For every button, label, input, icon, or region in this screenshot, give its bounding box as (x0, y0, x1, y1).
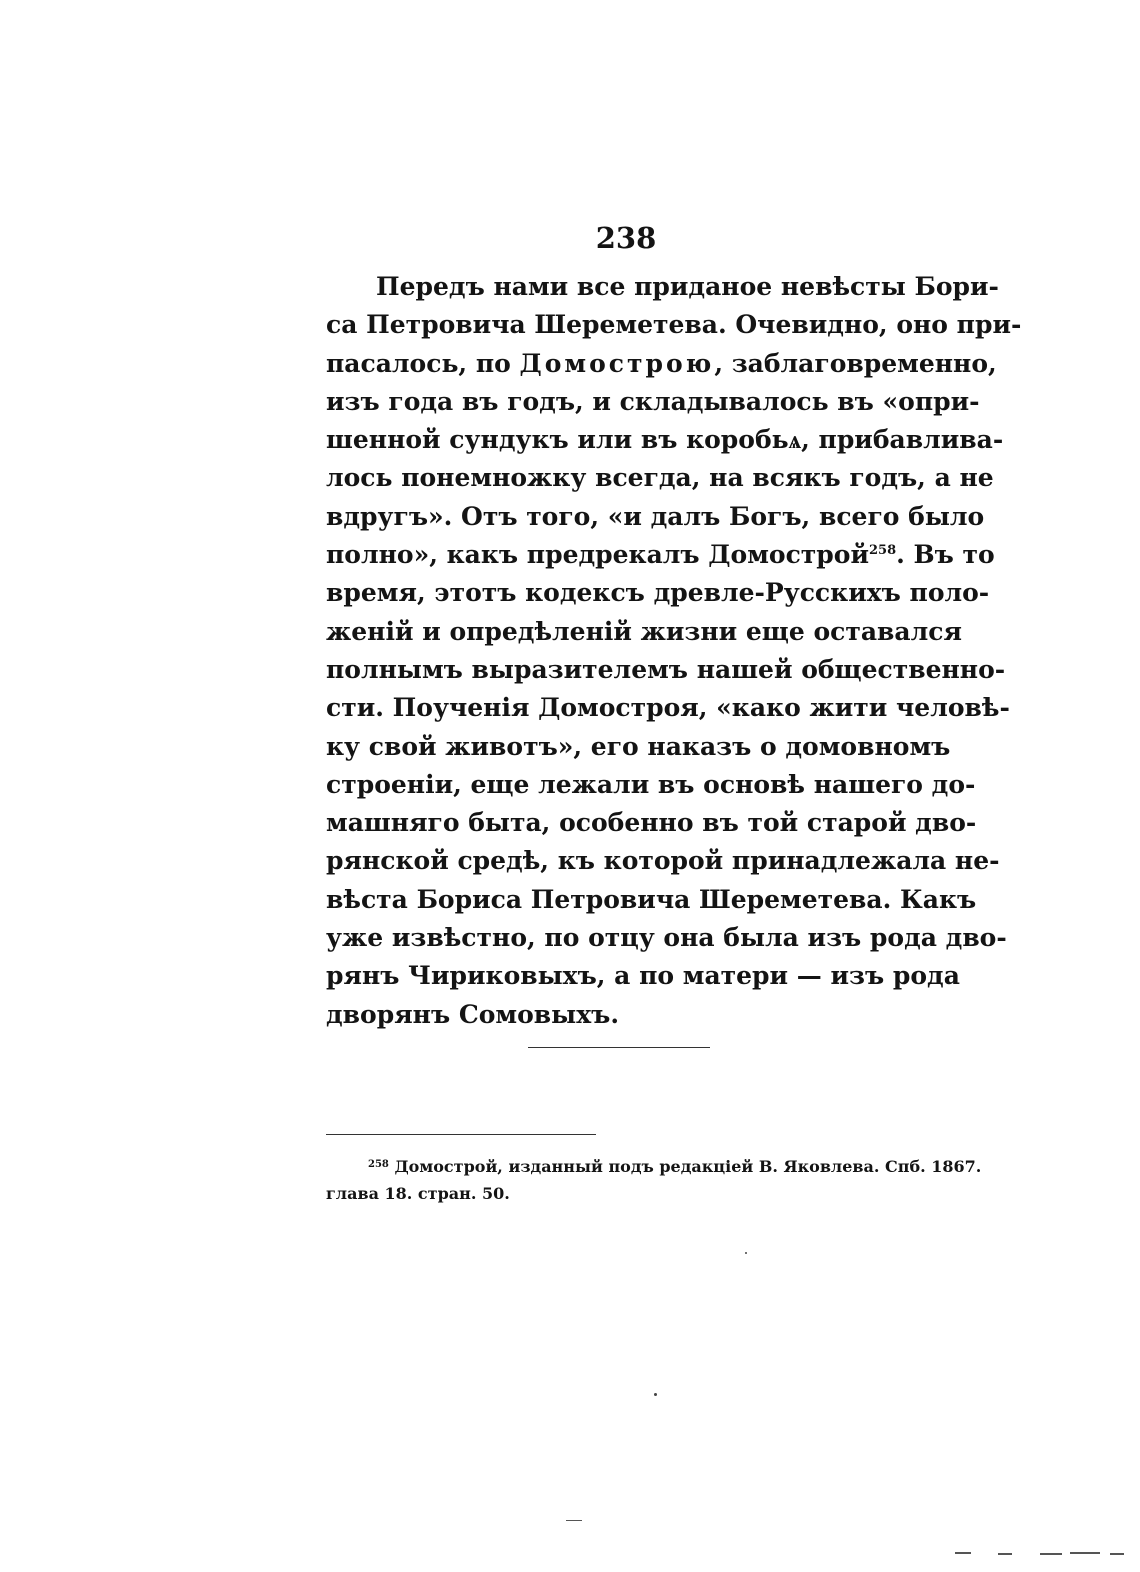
scan-edge-mark (955, 1552, 971, 1554)
body-line-12: сти. Поученія Домостроя, «како жити человѣ- (326, 693, 1010, 723)
body-line-15: машняго быта, особенно въ той старой дво- (326, 808, 977, 838)
body-line-20: дворянъ Сомовыхъ. (326, 999, 620, 1029)
body-line-2: са Петровича Шереметева. Очевидно, оно при- (326, 310, 1022, 340)
body-line-13: ку свой животъ», его наказъ о домовномъ (326, 731, 951, 761)
body-line-7: вдругъ». Отъ того, «и далъ Богъ, всего было (326, 501, 985, 531)
body-line-16: рянской средѣ, къ которой принадлежала не- (326, 846, 1000, 876)
footnote-reference: 258 (869, 543, 897, 559)
scan-edge-mark (1070, 1552, 1100, 1554)
body-line-19: рянъ Чириковыхъ, а по матери — изъ рода (326, 961, 960, 991)
body-line-17: вѣста Бориса Петровича Шереметева. Какъ (326, 884, 977, 914)
section-separator-rule (528, 1047, 710, 1048)
body-line-18: уже извѣстно, по отцу она была изъ рода дво- (326, 923, 1007, 953)
scan-edge-mark (1110, 1553, 1124, 1555)
body-line-8-tail: . Въ то (896, 540, 995, 570)
footnote-line-1 (326, 1153, 982, 1180)
body-line-10: женій и опредѣленій жизни еще оставался (326, 616, 962, 646)
body-line-3 (326, 345, 997, 383)
footnote-rule (326, 1134, 596, 1135)
body-text (326, 268, 1022, 1034)
page-number: 238 (595, 221, 657, 255)
scan-edge-mark (1040, 1553, 1062, 1555)
scan-speck (654, 1393, 657, 1396)
body-line-3-head: пасалось, по (326, 348, 520, 378)
footnote (326, 1153, 982, 1207)
footnote-text-1: Домострой, изданный подъ редакціей В. Яковлева. Спб. 1867. (394, 1157, 982, 1176)
spaced-emphasis: Домострою (519, 348, 715, 378)
scan-edge-mark (998, 1553, 1012, 1555)
body-line-1: Передъ нами все приданое невѣсты Бори- (376, 272, 999, 301)
body-line-14: строеніи, еще лежали въ основѣ нашего до- (326, 769, 976, 799)
body-line-5: шенной сундукъ или въ коробьѧ, прибавлива- (326, 425, 1004, 455)
footnote-line-2: глава 18. стран. 50. (326, 1184, 510, 1203)
body-line-6: лось понемножку всегда, на всякъ годъ, а не (326, 463, 994, 493)
body-line-8 (326, 536, 995, 574)
body-line-9: время, этотъ кодексъ древле-Русскихъ поло- (326, 578, 990, 608)
body-line-4: изъ года въ годъ, и складывалось въ «опри- (326, 386, 980, 416)
body-line-3-tail: , заблаговременно, (714, 348, 997, 378)
scan-speck (745, 1252, 747, 1254)
footnote-mark: 258 (368, 1159, 389, 1170)
body-line-8-head: полно», какъ предрекалъ Домострой (326, 540, 869, 570)
body-line-11: полнымъ выразителемъ нашей общественно- (326, 654, 1006, 684)
scan-edge-mark (566, 1520, 582, 1521)
